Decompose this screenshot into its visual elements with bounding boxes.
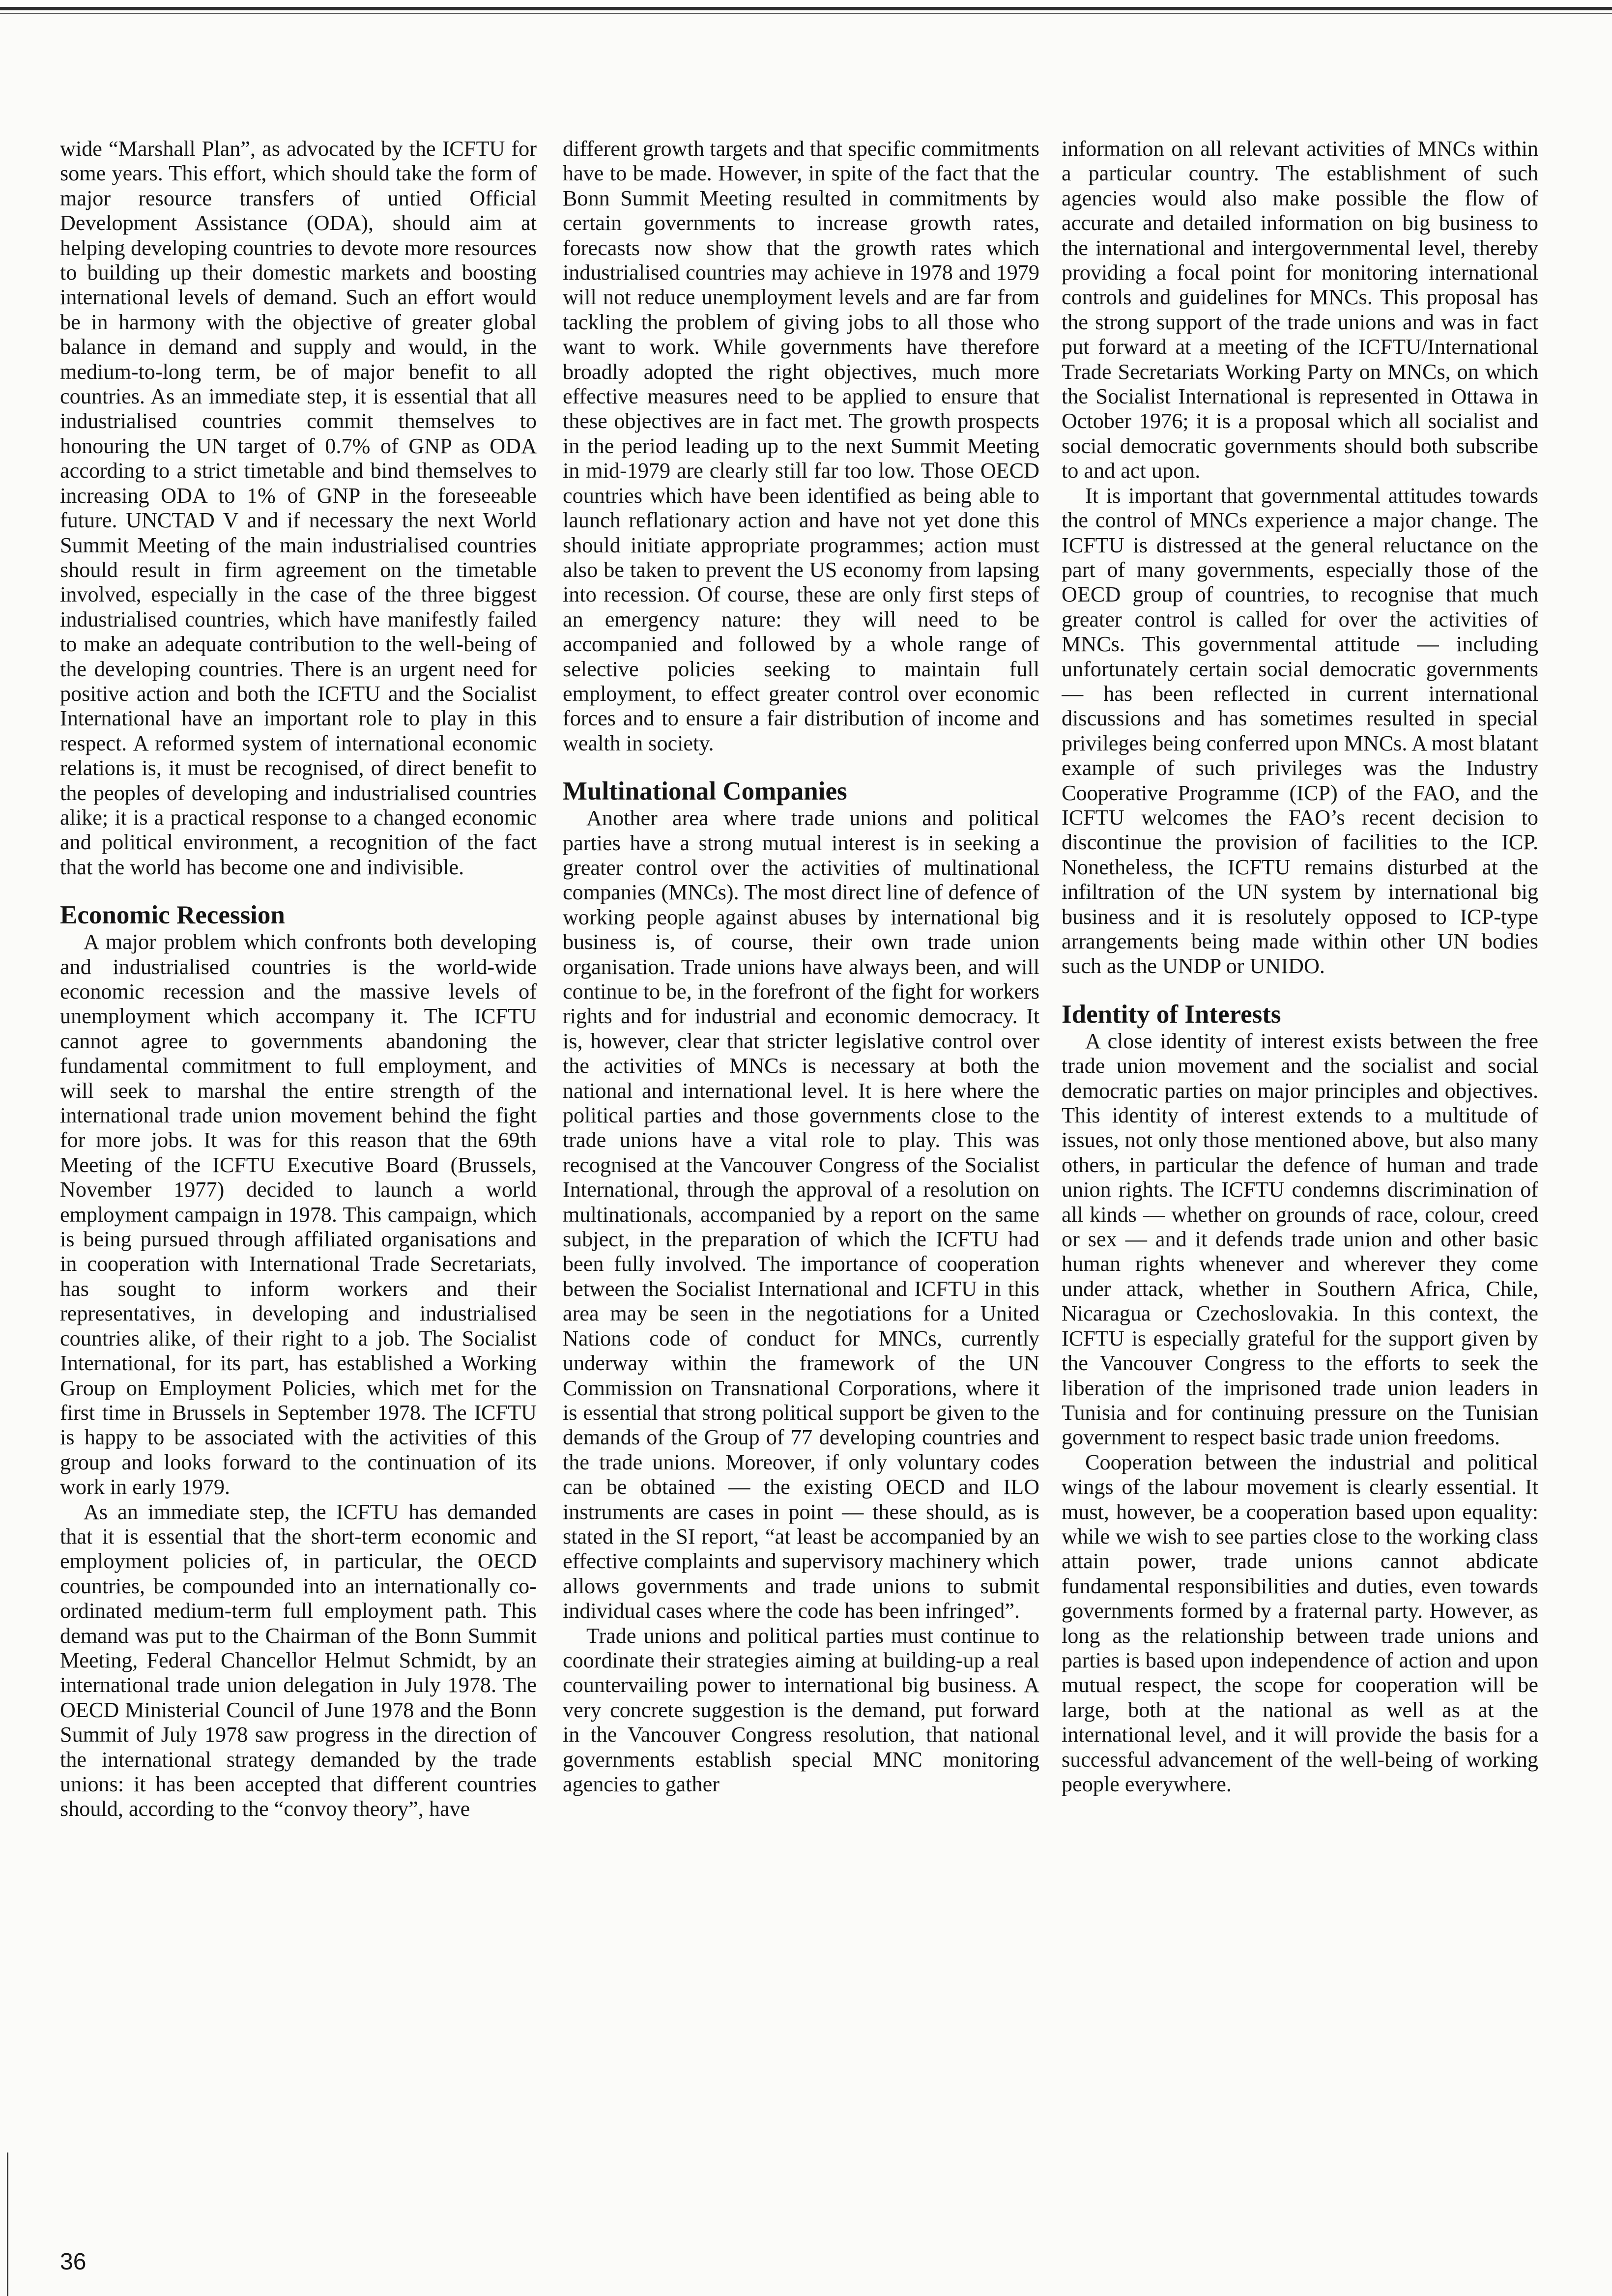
section-heading-identity-of-interests: Identity of Interests	[1062, 1000, 1281, 1029]
paragraph: information on all relevant activities of MNCs within a particular country. The establishment of such agencies would also make possible the flow of accurate and detailed information on big business to the international and intergovernmental level, thereby providing a focal point for monitoring international controls and guidelines for MNCs. This proposal has the strong support of the trade unions and was in fact put forward at a meeting of the ICFTU/International Trade Secretariats Working Party on MNCs, on which the Socialist International is represented in Ottawa in October 1976; it is a proposal which all socialist and social democratic governments should both subscribe to and act upon.	[1062, 137, 1538, 483]
top-rule-thin	[0, 13, 1612, 14]
paragraph: It is important that governmental attitudes towards the control of MNCs experience a major change. The ICFTU is distressed at the general reluctance on the part of many governments, especially those of the OECD group of countries, to recognise that much greater control is called for over the activities of MNCs. This governmental attitude — including unfortunately certain social democratic governments — has been reflected in current international discussions and has sometimes resulted in special privileges being conferred upon MNCs. A most blatant example of such privileges was the Industry Cooperative Programme (ICP) of the FAO, and the ICFTU welcomes the FAO’s recent decision to discontinue the provision of facilities to the ICP. Nonetheless, the ICFTU remains disturbed at the infiltration of the UN system by international big business and it is resolutely opposed to ICP-type arrangements being made within other UN bodies such as the UNDP or UNIDO.	[1062, 483, 1538, 978]
paragraph: A major problem which confronts both developing and industrialised countries is the world-wide economic recession and the massive levels of unemployment which accompany it. The ICFTU cannot agree to governments abandoning the fundamental commitment to full employment, and will seek to marshal the entire strength of the international trade union movement behind the fight for more jobs. It was for this reason that the 69th Meeting of the ICFTU Executive Board (Brussels, November 1977) decided to launch a world employment campaign in 1978. This campaign, which is being pursued through affiliated organisations and in cooperation with International Trade Secretariats, has sought to inform workers and their representatives, in developing and industrialised countries alike, of their right to a job. The Socialist International, for its part, has established a Working Group on Employment Policies, which met for the first time in Brussels in September 1978. The ICFTU is happy to be associated with the activities of this group and looks forward to the continuation of its work in early 1979.	[60, 930, 537, 1499]
text-column-3	[1062, 137, 1538, 2186]
paragraph: Another area where trade unions and political parties have a strong mutual interest is in seeking a greater control over the activities of multinational companies (MNCs). The most direct line of defence of working people against abuses by international big business is, of course, their own trade union organisation. Trade unions have always been, and will continue to be, in the forefront of the fight for workers rights and for industrial and economic democracy. It is, however, clear that stricter legislative control over the activities of MNCs is necessary at both the national and international level. It is here where the political parties and those governments close to the trade unions have a vital role to play. This was recognised at the Vancouver Congress of the Socialist International, through the approval of a resolution on multinationals, accompanied by a report on the same subject, in the preparation of which the ICFTU had been fully involved. The importance of cooperation between the Socialist International and ICFTU in this area may be seen in the negotiations for a United Nations code of conduct for MNCs, currently underway within the framework of the UN Commission on Transnational Corporations, where it is essential that strong political support be given to the demands of the Group of 77 developing countries and the trade unions. Moreover, if only voluntary codes can be obtained — the existing OECD and ILO instruments are cases in point — these should, as is stated in the SI report, “at least be accompanied by an effective complaints and supervisory machinery which allows governments and trade unions to submit individual cases where the code has been infringed”.	[563, 806, 1039, 1623]
section-heading-economic-recession: Economic Recession	[60, 901, 285, 930]
paragraph: Cooperation between the industrial and political wings of the labour movement is clearly essential. It must, however, be a cooperation based upon equality: while we wish to see parties close to the working class attain power, trade unions cannot abdicate fundamental responsibilities and duties, even towards governments formed by a fraternal party. However, as long as the relationship between trade unions and parties is based upon independence of action and upon mutual respect, the scope for cooperation will be large, both at the national as well as at the international level, and it will provide the basis for a successful advancement of the well-being of working people everywhere.	[1062, 1450, 1538, 1796]
paragraph: A close identity of interest exists between the free trade union movement and the socialist and social democratic parties on major principles and objectives. This identity of interest extends to a multitude of issues, not only those mentioned above, but also many others, in particular the defence of human and trade union rights. The ICFTU condemns discrimination of all kinds — whether on grounds of race, colour, creed or sex — and it defends trade union and other basic human rights whenever and wherever they come under attack, whether in Southern Africa, Chile, Nicaragua or Czechoslovakia. In this context, the ICFTU is especially grateful for the support given by the Vancouver Congress to the efforts to seek the liberation of the imprisoned trade union leaders in Tunisia and for continuing pressure on the Tunisian government to respect basic trade union freedoms.	[1062, 1029, 1538, 1450]
paragraph: different growth targets and that specific commitments have to be made. However, in spite of the fact that the Bonn Summit Meeting resulted in commitments by certain governments to increase growth rates, forecasts now show that the growth rates which industrialised countries may achieve in 1978 and 1979 will not reduce unemployment levels and are far from tackling the problem of giving jobs to all those who want to work. While governments have therefore broadly adopted the right objectives, much more effective measures need to be applied to ensure that these objectives are in fact met. The growth prospects in the period leading up to the next Summit Meeting in mid-1979 are clearly still far too low. Those OECD countries which have been identified as being able to launch reflationary action and have not yet done this should initiate appropriate programmes; action must also be taken to prevent the US economy from lapsing into recession. Of course, these are only first steps of an emergency nature: they will need to be accompanied and followed by a whole range of selective policies seeking to maintain full employment, to effect greater control over economic forces and to ensure a fair distribution of income and wealth in society.	[563, 137, 1039, 755]
binding-edge-line	[7, 2152, 8, 2296]
paragraph: As an immediate step, the ICFTU has demanded that it is essential that the short-term economic and employment policies of, in particular, the OECD countries, be compounded into an internationally co-ordinated medium-term full employment path. This demand was put to the Chairman of the Bonn Summit Meeting, Federal Chancellor Helmut Schmidt, by an international trade union delegation in July 1978. The OECD Ministerial Council of June 1978 and the Bonn Summit of July 1978 saw progress in the direction of the international strategy demanded by the trade unions: it has been accepted that different countries should, according to the “convoy theory”, have	[60, 1499, 537, 1821]
text-column-1	[60, 137, 537, 2186]
text-column-2	[563, 137, 1039, 2186]
page-number: 36	[60, 2249, 86, 2275]
top-rule	[0, 7, 1612, 10]
paragraph: Trade unions and political parties must continue to coordinate their strategies aiming at building-up a real countervailing power to international big business. A very concrete suggestion is the demand, put forward in the Vancouver Congress resolution, that national governments establish special MNC monitoring agencies to gather	[563, 1623, 1039, 1796]
section-heading-multinational-companies: Multinational Companies	[563, 777, 847, 806]
paragraph: wide “Marshall Plan”, as advocated by the ICFTU for some years. This effort, which should take the form of major resource transfers of untied Official Development Assistance (ODA), should aim at helping developing countries to devote more resources to building up their domestic markets and boosting international levels of demand. Such an effort would be in harmony with the objective of greater global balance in demand and supply and would, in the medium-to-long term, be of major benefit to all countries. As an immediate step, it is essential that all industrialised countries commit themselves to honouring the UN target of 0.7% of GNP as ODA according to a strict timetable and bind themselves to increasing ODA to 1% of GNP in the foreseeable future. UNCTAD V and if necessary the next World Summit Meeting of the main industrialised countries should result in firm agreement on the timetable involved, especially in the case of the three biggest industrialised countries, which have manifestly failed to make an adequate contribution to the well-being of the developing countries. There is an urgent need for positive action and both the ICFTU and the Socialist International have an important role to play in this respect. A reformed system of international economic relations is, it must be recognised, of direct benefit to the peoples of developing and industrialised countries alike; it is a practical response to a changed economic and political environment, a recognition of the fact that the world has become one and indivisible.	[60, 137, 537, 879]
